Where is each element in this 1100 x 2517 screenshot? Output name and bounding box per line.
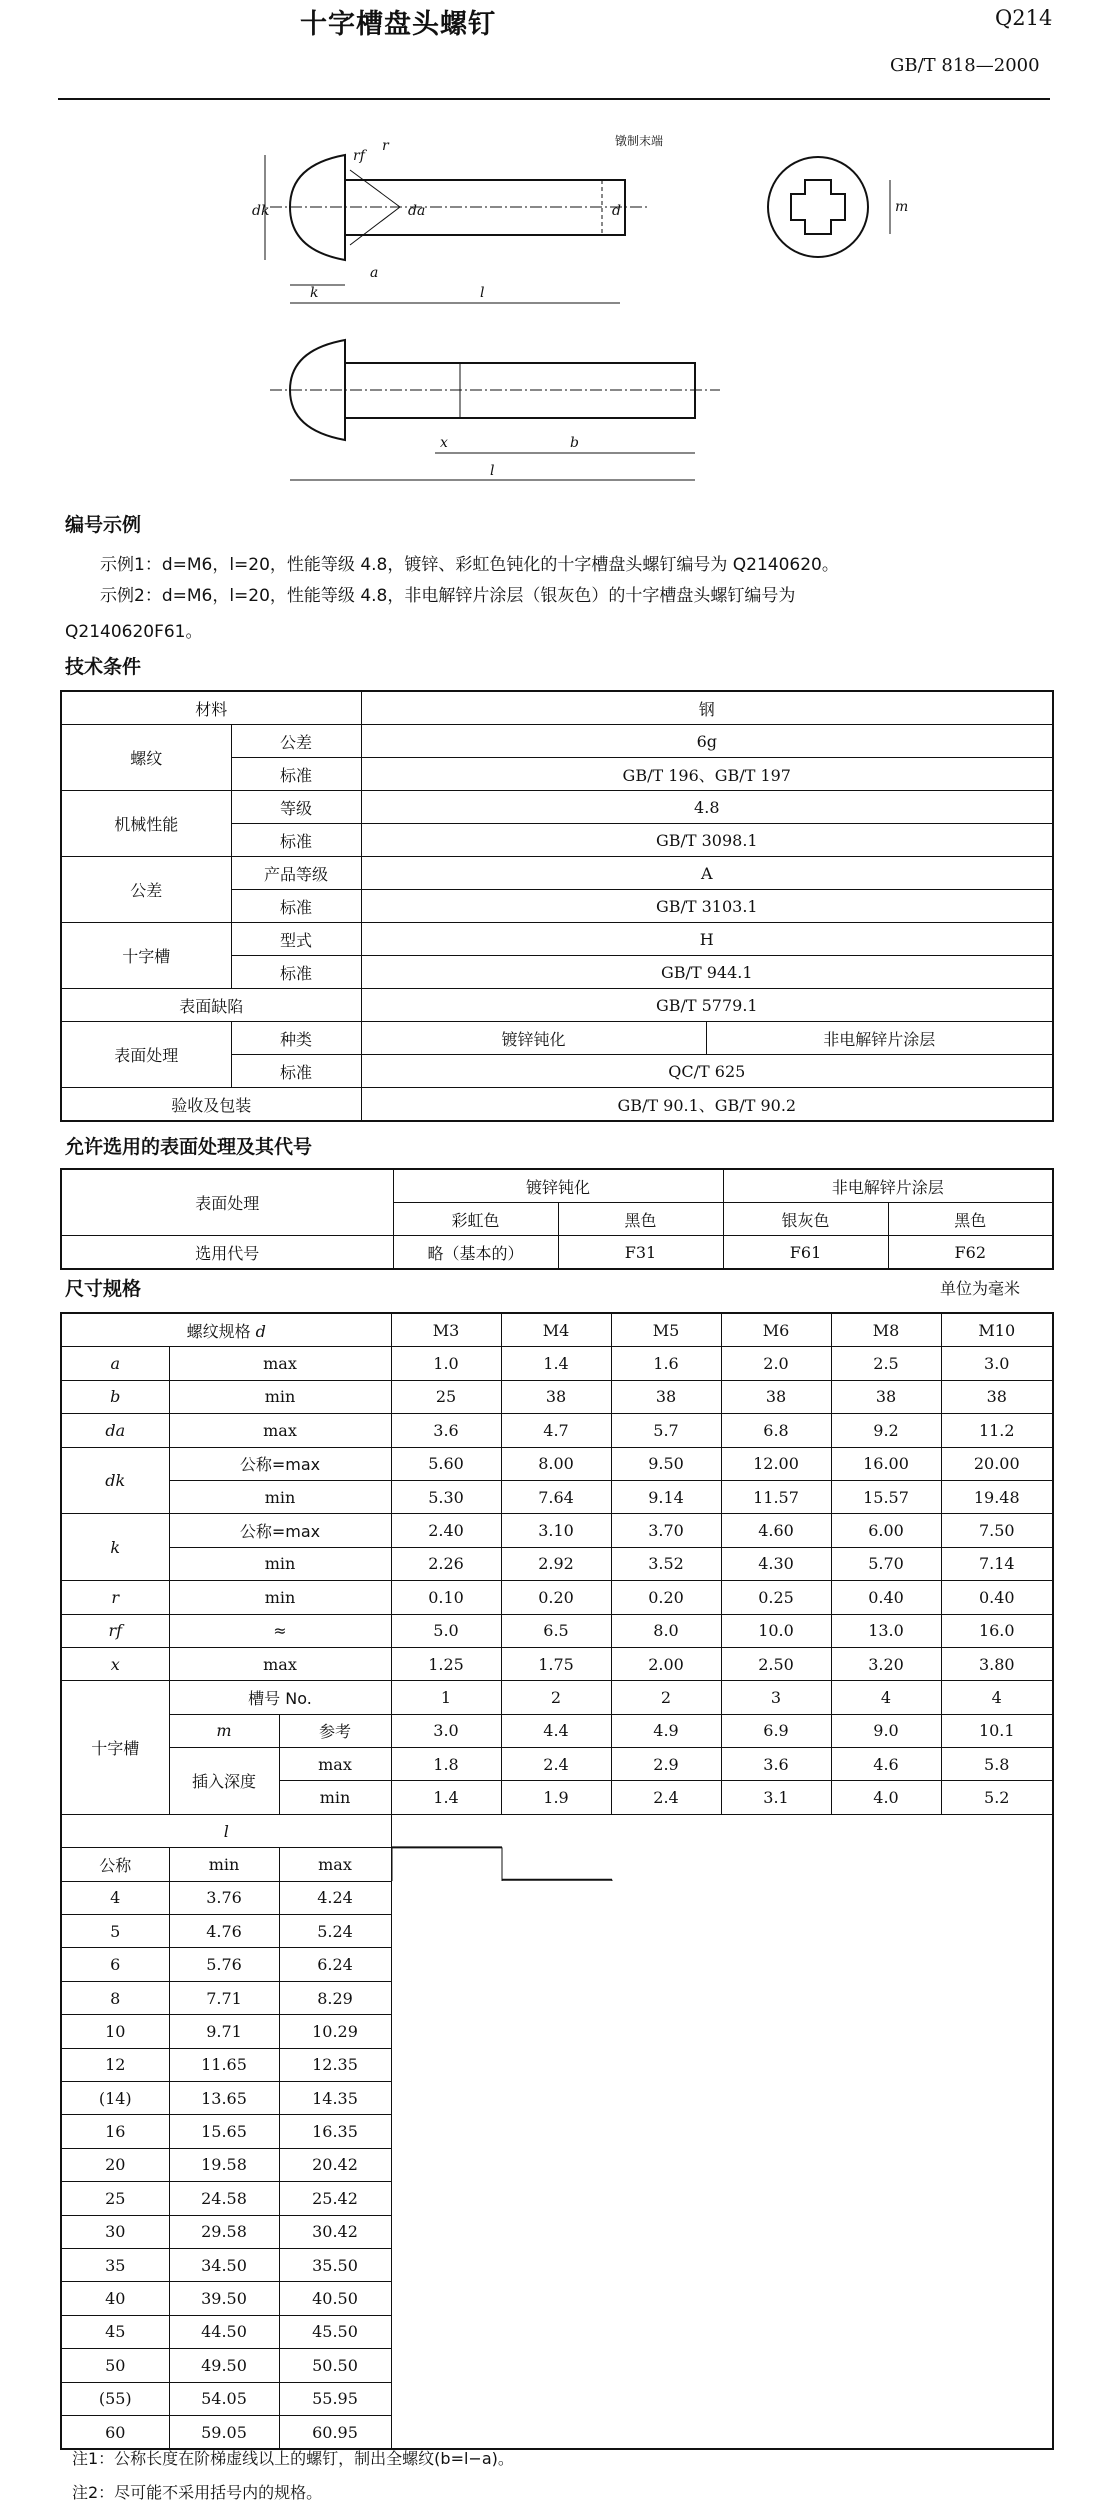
dim-symbol: x bbox=[61, 1647, 169, 1680]
table-row bbox=[61, 1022, 1053, 1055]
cross-label: 十字槽 bbox=[61, 923, 231, 989]
l-max-value: 14.35 bbox=[279, 2081, 391, 2114]
numbering-example-2-cont: Q2140620F61。 bbox=[65, 622, 203, 642]
table-row bbox=[61, 1169, 1053, 1203]
l-min-value: 49.50 bbox=[169, 2349, 279, 2382]
label-dk: dk bbox=[252, 203, 270, 219]
dim-value: 1.9 bbox=[501, 1781, 611, 1814]
size-header: M5 bbox=[611, 1313, 721, 1347]
label-x: x bbox=[440, 435, 448, 451]
dim-value: 3.0 bbox=[391, 1714, 501, 1747]
dim-value: 1.0 bbox=[391, 1347, 501, 1380]
l-nominal-value: (14) bbox=[61, 2081, 169, 2114]
table-row bbox=[61, 1547, 1053, 1580]
dim-value: 0.40 bbox=[831, 1581, 941, 1614]
table-row bbox=[61, 1236, 1053, 1270]
l-min-value: 59.05 bbox=[169, 2415, 279, 2449]
dim-value: 2 bbox=[501, 1681, 611, 1714]
dim-value: 0.20 bbox=[611, 1581, 721, 1614]
dim-value: 38 bbox=[611, 1380, 721, 1413]
l-nominal-value: 20 bbox=[61, 2148, 169, 2181]
l-nominal-value: 6 bbox=[61, 1948, 169, 1981]
range-steps: 规格范围 bbox=[547, 2083, 896, 2300]
l-nominal-value: 5 bbox=[61, 1915, 169, 1948]
defect-value: GB/T 5779.1 bbox=[361, 989, 1053, 1022]
label-m: m bbox=[895, 199, 909, 215]
range-area bbox=[391, 1814, 1053, 2300]
l-min-value: 19.58 bbox=[169, 2148, 279, 2181]
l-nominal-value: 45 bbox=[61, 2315, 169, 2348]
tol-std-value: GB/T 3103.1 bbox=[361, 890, 1053, 923]
cross-std-label: 标准 bbox=[231, 956, 361, 989]
table-row bbox=[61, 1514, 1053, 1547]
length-row bbox=[61, 2182, 1053, 2215]
table-row bbox=[61, 1647, 1053, 1680]
dim-value: 2.40 bbox=[391, 1514, 501, 1547]
numbering-heading: 编号示例 bbox=[65, 514, 142, 536]
l-max-label: max bbox=[279, 1848, 391, 1881]
dim-value: 5.0 bbox=[391, 1614, 501, 1647]
dim-value: 1.4 bbox=[391, 1781, 501, 1814]
size-header: M10 bbox=[941, 1313, 1053, 1347]
dims-heading: 尺寸规格 bbox=[65, 1278, 142, 1300]
thread-tol-label: 公差 bbox=[231, 725, 361, 758]
depth-label: 插入深度 bbox=[169, 1748, 279, 1815]
dim-cond: ≈ bbox=[169, 1614, 391, 1647]
treatment-label: 表面处理 bbox=[61, 1169, 393, 1236]
dim-value: 2.26 bbox=[391, 1547, 501, 1580]
spec-label: 螺纹规格 bbox=[186, 1321, 251, 1341]
dim-value: 38 bbox=[721, 1380, 831, 1413]
m-symbol: m bbox=[169, 1714, 279, 1747]
label-da: da bbox=[408, 203, 426, 219]
dim-value: 3.6 bbox=[721, 1748, 831, 1781]
material-label: 材料 bbox=[61, 691, 361, 725]
l-min-value: 11.65 bbox=[169, 2048, 279, 2081]
table-row bbox=[61, 725, 1053, 758]
table-row bbox=[61, 1714, 1053, 1747]
thread-label: 螺纹 bbox=[61, 725, 231, 791]
l-min-value: 39.50 bbox=[169, 2282, 279, 2315]
dim-value: 20.00 bbox=[941, 1447, 1053, 1480]
table-row bbox=[61, 791, 1053, 824]
accept-label: 验收及包装 bbox=[61, 1088, 361, 1122]
slot-no-label: 槽号 No. bbox=[169, 1681, 391, 1714]
dim-value: 0.20 bbox=[501, 1581, 611, 1614]
dim-value: 3.80 bbox=[941, 1647, 1053, 1680]
dim-value: 4.30 bbox=[721, 1547, 831, 1580]
l-max-value: 4.24 bbox=[279, 1881, 391, 1914]
table-row bbox=[61, 1088, 1053, 1122]
accept-value: GB/T 90.1、GB/T 90.2 bbox=[361, 1088, 1053, 1122]
surface-code: F61 bbox=[723, 1236, 888, 1270]
table-row bbox=[61, 1614, 1053, 1647]
dim-value: 6.5 bbox=[501, 1614, 611, 1647]
dim-value: 3.6 bbox=[391, 1414, 501, 1447]
dim-cond: max bbox=[169, 1647, 391, 1680]
header-divider bbox=[58, 98, 1050, 100]
thread-tol-value: 6g bbox=[361, 725, 1053, 758]
note-2: 注2：尽可能不采用括号内的规格。 bbox=[72, 2483, 323, 2502]
l-nominal-value: 25 bbox=[61, 2182, 169, 2215]
label-b: b bbox=[570, 435, 579, 451]
tech-heading: 技术条件 bbox=[65, 656, 142, 678]
screw-head-top-view bbox=[768, 157, 868, 257]
l-min-value: 29.58 bbox=[169, 2215, 279, 2248]
dim-value: 1 bbox=[391, 1681, 501, 1714]
l-min-value: 44.50 bbox=[169, 2315, 279, 2348]
surface-std-label: 标准 bbox=[231, 1055, 361, 1088]
cross-type-label: 型式 bbox=[231, 923, 361, 956]
dim-value: 3.52 bbox=[611, 1547, 721, 1580]
dim-value: 4 bbox=[831, 1681, 941, 1714]
l-nominal-value: 8 bbox=[61, 1981, 169, 2014]
dim-value: 9.2 bbox=[831, 1414, 941, 1447]
l-max-value: 40.50 bbox=[279, 2282, 391, 2315]
surface-label: 表面处理 bbox=[61, 1022, 231, 1088]
dim-cond: 公称=max bbox=[169, 1447, 391, 1480]
l-nominal-value: 30 bbox=[61, 2215, 169, 2248]
screw-side-drawing bbox=[250, 125, 930, 315]
table-row bbox=[61, 857, 1053, 890]
dim-value: 9.0 bbox=[831, 1714, 941, 1747]
dim-value: 5.7 bbox=[611, 1414, 721, 1447]
dim-value: 38 bbox=[501, 1380, 611, 1413]
dim-value: 6.00 bbox=[831, 1514, 941, 1547]
l-nominal-value: (55) bbox=[61, 2382, 169, 2415]
table-row bbox=[61, 1681, 1053, 1714]
tol-label: 公差 bbox=[61, 857, 231, 923]
length-row bbox=[61, 1881, 1053, 1914]
label-l: l bbox=[480, 285, 485, 301]
mech-grade-value: 4.8 bbox=[361, 791, 1053, 824]
mech-grade-label: 等级 bbox=[231, 791, 361, 824]
dim-cond: min bbox=[169, 1380, 391, 1413]
product-code: Q214 bbox=[995, 6, 1053, 30]
mech-std-label: 标准 bbox=[231, 824, 361, 857]
surface-color: 彩虹色 bbox=[393, 1203, 558, 1236]
dim-value: 5.60 bbox=[391, 1447, 501, 1480]
length-row bbox=[61, 2048, 1053, 2081]
dim-value: 3.1 bbox=[721, 1781, 831, 1814]
l-max-value: 55.95 bbox=[279, 2382, 391, 2415]
note-1: 注1：公称长度在阶梯虚线以上的螺钉，制出全螺纹(b=l−a)。 bbox=[72, 2449, 514, 2468]
dim-value: 0.25 bbox=[721, 1581, 831, 1614]
surface-color: 黑色 bbox=[888, 1203, 1053, 1236]
length-row bbox=[61, 2081, 1053, 2114]
material-value: 钢 bbox=[361, 691, 1053, 725]
length-row bbox=[61, 1981, 1053, 2014]
thread-std-value: GB/T 196、GB/T 197 bbox=[361, 758, 1053, 791]
l-nominal-value: 35 bbox=[61, 2248, 169, 2281]
dim-value: 3 bbox=[721, 1681, 831, 1714]
label-rf: rf bbox=[353, 148, 365, 164]
dim-value: 2.00 bbox=[611, 1647, 721, 1680]
dim-value: 2 bbox=[611, 1681, 721, 1714]
dim-value: 3.0 bbox=[941, 1347, 1053, 1380]
surface-code: F62 bbox=[888, 1236, 1053, 1270]
dim-value: 7.50 bbox=[941, 1514, 1053, 1547]
table-row bbox=[61, 1581, 1053, 1614]
dim-value: 4.9 bbox=[611, 1714, 721, 1747]
l-nominal-value: 50 bbox=[61, 2349, 169, 2382]
table-row bbox=[61, 1347, 1053, 1380]
dim-value: 10.1 bbox=[941, 1714, 1053, 1747]
l-nominal-value: 40 bbox=[61, 2282, 169, 2315]
dim-symbol: dk bbox=[61, 1447, 169, 1514]
table-row bbox=[61, 1414, 1053, 1447]
dim-value: 12.00 bbox=[721, 1447, 831, 1480]
screw-partial-thread-drawing bbox=[250, 335, 930, 485]
dim-value: 11.2 bbox=[941, 1414, 1053, 1447]
l-min-value: 3.76 bbox=[169, 1881, 279, 1914]
surface-std-value: QC/T 625 bbox=[361, 1055, 1053, 1088]
surface-group-1: 镀锌钝化 bbox=[393, 1169, 723, 1203]
l-max-value: 35.50 bbox=[279, 2248, 391, 2281]
length-row bbox=[61, 1948, 1053, 1981]
dim-value: 4.7 bbox=[501, 1414, 611, 1447]
dim-cond: min bbox=[169, 1480, 391, 1513]
l-min-value: 7.71 bbox=[169, 1981, 279, 2014]
dim-value: 1.75 bbox=[501, 1647, 611, 1680]
dim-value: 2.4 bbox=[611, 1781, 721, 1814]
mech-std-value: GB/T 3098.1 bbox=[361, 824, 1053, 857]
thread-std-label: 标准 bbox=[231, 758, 361, 791]
size-header: M4 bbox=[501, 1313, 611, 1347]
surface-treatment-table bbox=[60, 1168, 1054, 1270]
l-max-value: 20.42 bbox=[279, 2148, 391, 2181]
dim-symbol: da bbox=[61, 1414, 169, 1447]
length-row bbox=[61, 2382, 1053, 2415]
dim-value: 4.60 bbox=[721, 1514, 831, 1547]
table-row bbox=[61, 1814, 1053, 1847]
dim-value: 11.57 bbox=[721, 1480, 831, 1513]
l-max-value: 5.24 bbox=[279, 1915, 391, 1948]
dim-cond: 公称=max bbox=[169, 1514, 391, 1547]
dim-value: 4 bbox=[941, 1681, 1053, 1714]
surface-code: 略（基本的） bbox=[393, 1236, 558, 1270]
length-row bbox=[61, 2015, 1053, 2048]
tol-grade-value: A bbox=[361, 857, 1053, 890]
length-row bbox=[61, 2148, 1053, 2181]
l-max-value: 45.50 bbox=[279, 2315, 391, 2348]
surface-heading: 允许选用的表面处理及其代号 bbox=[65, 1136, 313, 1158]
dim-value: 0.40 bbox=[941, 1581, 1053, 1614]
dim-value: 6.9 bbox=[721, 1714, 831, 1747]
size-header: M3 bbox=[391, 1313, 501, 1347]
length-row bbox=[61, 1915, 1053, 1948]
l-max-value: 50.50 bbox=[279, 2349, 391, 2382]
length-row bbox=[61, 2415, 1053, 2449]
dim-value: 4.0 bbox=[831, 1781, 941, 1814]
tol-std-label: 标准 bbox=[231, 890, 361, 923]
dim-value: 2.9 bbox=[611, 1748, 721, 1781]
label-d: d bbox=[612, 203, 621, 219]
dim-cond: max bbox=[169, 1347, 391, 1380]
label-k: k bbox=[310, 285, 319, 301]
dim-value: 1.6 bbox=[611, 1347, 721, 1380]
depth-min-label: min bbox=[279, 1781, 391, 1814]
standard-number: GB/T 818—2000 bbox=[890, 55, 1040, 76]
dim-value: 10.0 bbox=[721, 1614, 831, 1647]
l-nominal-value: 16 bbox=[61, 2115, 169, 2148]
l-min-value: 34.50 bbox=[169, 2248, 279, 2281]
table-row bbox=[61, 1480, 1053, 1513]
table-row bbox=[61, 1447, 1053, 1480]
l-max-value: 16.35 bbox=[279, 2115, 391, 2148]
label-end: 镦制末端 bbox=[615, 134, 664, 148]
cross-type-value: H bbox=[361, 923, 1053, 956]
code-label: 选用代号 bbox=[61, 1236, 393, 1270]
unit-label: 单位为毫米 bbox=[940, 1279, 1021, 1298]
length-rows bbox=[61, 1881, 1053, 2449]
dim-value: 6.8 bbox=[721, 1414, 831, 1447]
dim-value: 4.6 bbox=[831, 1748, 941, 1781]
l-max-value: 6.24 bbox=[279, 1948, 391, 1981]
length-row bbox=[61, 2248, 1053, 2281]
dim-cond: min bbox=[169, 1547, 391, 1580]
surface-color: 银灰色 bbox=[723, 1203, 888, 1236]
l-max-value: 10.29 bbox=[279, 2015, 391, 2048]
dim-value: 7.64 bbox=[501, 1480, 611, 1513]
surface-color: 黑色 bbox=[558, 1203, 723, 1236]
l-min-value: 5.76 bbox=[169, 1948, 279, 1981]
dim-value: 3.10 bbox=[501, 1514, 611, 1547]
surface-kind-1: 镀锌钝化 bbox=[361, 1022, 706, 1055]
length-row bbox=[61, 2215, 1053, 2248]
table-row bbox=[61, 1380, 1053, 1413]
dim-value: 16.0 bbox=[941, 1614, 1053, 1647]
cross-std-value: GB/T 944.1 bbox=[361, 956, 1053, 989]
dim-value: 4.4 bbox=[501, 1714, 611, 1747]
l-nominal-value: 4 bbox=[61, 1881, 169, 1914]
surface-group-2: 非电解锌片涂层 bbox=[723, 1169, 1053, 1203]
numbering-example-1: 示例1：d=M6，l=20，性能等级 4.8，镀锌、彩虹色钝化的十字槽盘头螺钉编号为 Q2140620。 bbox=[100, 555, 839, 575]
tol-grade-label: 产品等级 bbox=[231, 857, 361, 890]
l-min-label: min bbox=[169, 1848, 279, 1881]
dim-value: 15.57 bbox=[831, 1480, 941, 1513]
l-min-value: 4.76 bbox=[169, 1915, 279, 1948]
surface-kind-2: 非电解锌片涂层 bbox=[706, 1022, 1053, 1055]
dim-value: 19.48 bbox=[941, 1480, 1053, 1513]
surface-kind-label: 种类 bbox=[231, 1022, 361, 1055]
dim-value: 2.5 bbox=[831, 1347, 941, 1380]
dim-value: 5.8 bbox=[941, 1748, 1053, 1781]
length-row bbox=[61, 2115, 1053, 2148]
l-max-value: 25.42 bbox=[279, 2182, 391, 2215]
dim-symbol: b bbox=[61, 1380, 169, 1413]
dim-value: 5.70 bbox=[831, 1547, 941, 1580]
dim-symbol: k bbox=[61, 1514, 169, 1581]
dim-value: 5.2 bbox=[941, 1781, 1053, 1814]
table-row bbox=[61, 1748, 1053, 1781]
dim-value: 3.70 bbox=[611, 1514, 721, 1547]
dim-value: 2.4 bbox=[501, 1748, 611, 1781]
tech-conditions-table bbox=[60, 690, 1054, 1122]
l-max-value: 12.35 bbox=[279, 2048, 391, 2081]
dim-value: 5.30 bbox=[391, 1480, 501, 1513]
table-row bbox=[61, 691, 1053, 725]
page-title: 十字槽盘头螺钉 bbox=[300, 9, 496, 40]
label-l2: l bbox=[490, 463, 495, 479]
l-min-value: 13.65 bbox=[169, 2081, 279, 2114]
l-max-value: 30.42 bbox=[279, 2215, 391, 2248]
dim-value: 25 bbox=[391, 1380, 501, 1413]
spec-symbol: d bbox=[255, 1321, 266, 1341]
l-nominal-value: 12 bbox=[61, 2048, 169, 2081]
length-row bbox=[61, 2349, 1053, 2382]
l-min-value: 9.71 bbox=[169, 2015, 279, 2048]
dim-value: 1.8 bbox=[391, 1748, 501, 1781]
dim-value: 8.00 bbox=[501, 1447, 611, 1480]
m-ref-label: 参考 bbox=[279, 1714, 391, 1747]
l-min-value: 15.65 bbox=[169, 2115, 279, 2148]
mech-label: 机械性能 bbox=[61, 791, 231, 857]
l-label: l bbox=[61, 1814, 391, 1847]
dim-value: 0.10 bbox=[391, 1581, 501, 1614]
l-min-value: 54.05 bbox=[169, 2382, 279, 2415]
l-nominal-value: 60 bbox=[61, 2415, 169, 2449]
label-r: r bbox=[382, 138, 389, 154]
l-max-value: 60.95 bbox=[279, 2415, 391, 2449]
dim-value: 3.20 bbox=[831, 1647, 941, 1680]
dim-value: 2.50 bbox=[721, 1647, 831, 1680]
cross-slot-label: 十字槽 bbox=[61, 1681, 169, 1815]
cross-slot-shape bbox=[791, 180, 845, 234]
dim-cond: max bbox=[169, 1414, 391, 1447]
depth-max-label: max bbox=[279, 1748, 391, 1781]
numbering-example-2: 示例2：d=M6，l=20，性能等级 4.8，非电解锌片涂层（银灰色）的十字槽盘头螺钉编号为 bbox=[100, 586, 796, 606]
table-row bbox=[61, 1313, 1053, 1347]
length-row bbox=[61, 2282, 1053, 2315]
dim-cond: min bbox=[169, 1581, 391, 1614]
size-header: M8 bbox=[831, 1313, 941, 1347]
dim-symbol: r bbox=[61, 1581, 169, 1614]
dim-value: 16.00 bbox=[831, 1447, 941, 1480]
dim-value: 38 bbox=[941, 1380, 1053, 1413]
dimension-table bbox=[60, 1312, 1054, 2450]
l-nominal-value: 10 bbox=[61, 2015, 169, 2048]
dim-value: 9.50 bbox=[611, 1447, 721, 1480]
spec-header bbox=[61, 1313, 391, 1347]
l-min-value: 24.58 bbox=[169, 2182, 279, 2215]
length-row bbox=[61, 2315, 1053, 2348]
dim-value: 1.4 bbox=[501, 1347, 611, 1380]
l-nominal-label: 公称 bbox=[61, 1848, 169, 1881]
label-a: a bbox=[370, 265, 379, 281]
table-row bbox=[61, 923, 1053, 956]
l-max-value: 8.29 bbox=[279, 1981, 391, 2014]
dim-value: 13.0 bbox=[831, 1614, 941, 1647]
dim-value: 9.14 bbox=[611, 1480, 721, 1513]
dim-symbol: rf bbox=[61, 1614, 169, 1647]
dim-value: 2.0 bbox=[721, 1347, 831, 1380]
table-row bbox=[61, 989, 1053, 1022]
dim-value: 38 bbox=[831, 1380, 941, 1413]
dim-symbol: a bbox=[61, 1347, 169, 1380]
defect-label: 表面缺陷 bbox=[61, 989, 361, 1022]
dim-value: 2.92 bbox=[501, 1547, 611, 1580]
dim-value: 1.25 bbox=[391, 1647, 501, 1680]
surface-code: F31 bbox=[558, 1236, 723, 1270]
dim-value: 8.0 bbox=[611, 1614, 721, 1647]
dim-value: 7.14 bbox=[941, 1547, 1053, 1580]
size-header: M6 bbox=[721, 1313, 831, 1347]
